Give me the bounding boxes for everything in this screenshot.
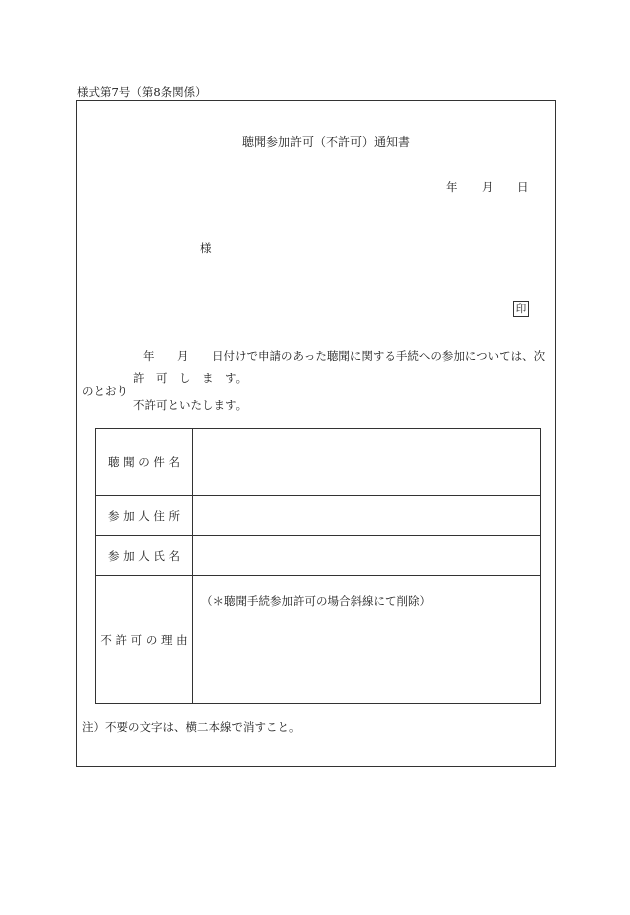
body-permit-option: 許 可 し ま す。: [133, 371, 248, 385]
body-text-line2: のとおり: [82, 384, 128, 398]
body-month-label: 月: [177, 349, 189, 363]
table-row: [96, 576, 541, 704]
date-day-label: 日: [517, 180, 529, 194]
body-denied-option: 不許可といたします。: [133, 398, 248, 412]
date-year-label: 年: [446, 180, 458, 194]
table-row: [96, 429, 541, 496]
denial-reason-label: 不 許 可 の 理 由: [96, 576, 193, 704]
case-name-label: 聴 聞 の 件 名: [96, 429, 193, 496]
case-name-field[interactable]: [193, 429, 541, 496]
participant-address-field[interactable]: [193, 496, 541, 536]
participant-name-field[interactable]: [193, 536, 541, 576]
info-table: [95, 428, 541, 704]
participant-address-label: 参 加 人 住 所: [96, 496, 193, 536]
footnote: 注）不要の文字は、横二本線で消すこと。: [82, 720, 301, 734]
seal-mark: 印: [513, 301, 529, 317]
body-year-label: 年: [143, 349, 155, 363]
table-row: [96, 496, 541, 536]
addressee-honorific: 様: [200, 241, 212, 255]
date-month-label: 月: [482, 180, 494, 194]
denial-reason-field[interactable]: [193, 576, 541, 704]
table-row: [96, 536, 541, 576]
document-title: 聴聞参加許可（不許可）通知書: [242, 135, 411, 149]
denial-reason-note: （＊聴聞手続参加許可の場合斜線にて削除）: [201, 594, 431, 608]
participant-name-label: 参 加 人 氏 名: [96, 536, 193, 576]
body-text-line1: 日付けで申請のあった聴聞に関する手続への参加については、次: [212, 349, 546, 363]
form-number: 様式第7号（第8条関係）: [77, 85, 207, 99]
